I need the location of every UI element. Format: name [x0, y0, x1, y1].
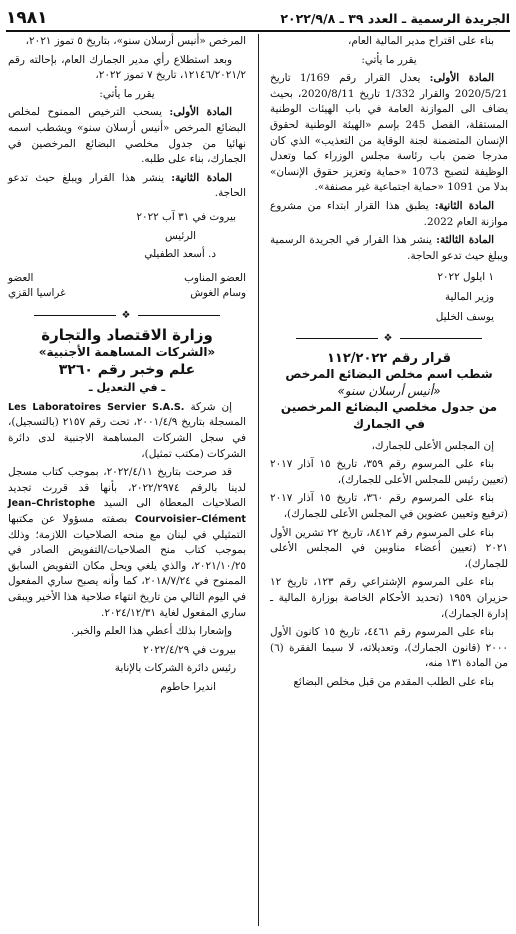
text-paragraph: بناء على اقتراح مدير المالية العام، — [348, 35, 494, 47]
body-paragraph: وإشعارا بذلك أعطي هذا العلم والخبر. — [71, 625, 232, 638]
article-label: المادة الثالثة: — [436, 234, 494, 247]
ornament-divider: ❖ — [8, 308, 246, 324]
article-text: ينشر هذا القرار في الجريدة الرسمية ويبلغ حيث تدعو الحاجة. — [270, 234, 508, 262]
considering-3: بناء على المرسوم رقم ٨٤١٢، تاريخ ٢٢ تشرين الأول ٢٠٢١ (تعيين أعضاء مناوبين في المجلس الأعلى للجمارك)، — [270, 526, 508, 570]
member-name: غراسيا القزي — [8, 287, 66, 300]
decision-phrase: يقرر ما يأتي: — [361, 53, 417, 66]
body-paragraph — [8, 400, 246, 462]
body-text: المسجلة بتاريخ ٢٠٠١/٤/٩، تحت رقم ٢١٥٧ (بالتسجيل)، في سجل الشركات المساهمة الاجنبية لدى دائرة الشركات (مكتب تمثيل)، — [8, 416, 246, 460]
article-one — [8, 105, 246, 167]
notice-number: علم وخبر رقم ٣٢٦٠ — [58, 361, 196, 378]
ministry-title: وزارة الاقتصاد والتجارة — [41, 325, 213, 344]
article-two — [270, 199, 508, 230]
considering-4: بناء على المرسوم الإشتراعي رقم ١٢٣، تاريخ ١٢ حزيران ١٩٥٩ (تحديد الأحكام الخاصة بوزارة المالية ـ إدارة الجمارك)، — [270, 576, 508, 620]
page-number: ١٩٨١ — [6, 8, 48, 28]
article-text: ينشر هذا القرار ويبلغ حيث تدعو الحاجة. — [8, 171, 246, 200]
article-label: المادة الأولى: — [429, 72, 494, 85]
signer-title: وزير المالية — [444, 290, 494, 303]
considering-5: بناء على المرسوم رقم ٤٤٦١، تاريخ ١٥ كانون الأول ٢٠٠٠ (قانون الجمارك)، وتعديلاته، لا سيما الفقرة (٦) من المادة ١٣١ منه، — [270, 626, 508, 670]
body-paragraph — [8, 465, 246, 621]
person-name: Jean–Christophe Courvoisier–Clément — [8, 498, 246, 526]
signature-date: بيروت في ٢٠٢٢/٤/٢٩ — [143, 643, 236, 656]
right-column — [270, 34, 508, 694]
considering-1: بناء على المرسوم رقم ٣٥٩، تاريخ ١٥ آذار ٢٠١٧ (تعيين رئيس للمجلس الأعلى للجمارك)، — [270, 458, 508, 486]
ornament-divider: ❖ — [270, 331, 508, 347]
decision-from: من جدول مخلصي البضائع المرخصين — [280, 400, 498, 415]
page-header — [6, 6, 510, 32]
considering-6: بناء على الطلب المقدم من قبل مخلص البضائع — [293, 675, 494, 688]
intro-text: إن المجلس الأعلى للجمارك، — [371, 439, 494, 452]
president-title: الرئيس — [164, 229, 196, 242]
considering-2: بناء على المرسوم رقم ٣٦٠، تاريخ ١٥ آذار ٢٠١٧ (ترفيع وتعيين عضوين في المجلس الأعلى للجمارك)، — [270, 492, 508, 521]
head-title: رئيس دائرة الشركات بالإنابة — [114, 662, 236, 675]
company-name: Les Laboratoires Servier S.A.S. — [8, 401, 185, 413]
decision-phrase: يقرر ما يأتي: — [99, 87, 155, 100]
members-titles — [8, 271, 246, 287]
notice-subtitle: ـ في التعديل ـ — [88, 381, 166, 395]
column-divider — [258, 34, 259, 926]
article-text: يطبق هذا القرار ابتداء من مشروع موازنة العام 2022. — [270, 199, 508, 228]
section-title: «الشركات المساهمة الأجنبية» — [38, 345, 216, 360]
head-name: انديرا حاطوم — [160, 680, 216, 693]
article-label: المادة الثانية: — [171, 171, 232, 184]
member-title: العضو — [8, 271, 34, 284]
article-text: يسحب الترخيص الممنوح لمخلص البضائع المرخص «أنيس أرسلان سنو» ويشطب اسمه نهائيا من جدول مخلصي البضائع المرخصين في الجمارك، بناء على طلبه. — [8, 106, 246, 166]
body-text: قد صرحت بتاريخ ٢٠٢٢/٤/١١، بموجب كتاب مسجل لدينا بالرقم ٢٠٢٢/٢٩٧٤، بأنها قد قررت تجديد الصلاحيات المعطاة الى السيد — [8, 466, 246, 510]
decision-number: قرار رقم ١١٢/٢٠٢٢ — [326, 350, 452, 366]
decision-name: «أنيس أرسلان سنو» — [337, 383, 441, 398]
alt-member-title: العضو المناوب — [184, 271, 246, 284]
decision-in: في الجمارك — [353, 417, 425, 432]
article-text: يعدل القرار رقم 1/169 تاريخ 2020/5/21 والقرار 1/332 تاريخ 2020/8/11، بحيث يضاف الى الموازنة العامة في باب الهيئات الوطنية المستقلة، الفصل 245 بإسم «الهيئة الوطنية لحقوق الإنسان المتضمنة لجنة الوقاية من التعذيب» الذي كان مدرجا ضمن باب رئاسة مجلس الوزراء كما وتعدل الوظيفة لتصبح 1073 «حماية وتعزيز حقوق الإنسان» بدلا من 1091 «حماية اجتماعية غير مصنفة». — [270, 72, 508, 194]
decision-title: شطب اسم مخلص البضائع المرخص — [285, 367, 493, 382]
signature-date: ١ ايلول ٢٠٢٢ — [437, 271, 494, 284]
body-text: بصفته مسؤولا عن مكتبها التمثيلي في لبنان مع منحه الصلاحيات اللازمة؛ وذلك بموجب كتاب منح الصلاحيات/التفويض الصادر في ٢٠٢١/١٠/٢٥، والذي يلغي ويحل مكان التفويض السابق الممنوح في ٢٠١٨/٧/٢٤، كما وأنه يصبح ساري المفعول في اليوم التالي من تاريخ انتهاء صلاحية هذا الأخير ويبقى ساري المفعول لغاية ٢٠٢٤/١٢/٣١. — [8, 513, 246, 619]
text-paragraph: وبعد استطلاع رأي مدير الجمارك العام، بإحالته رقم ١٢١٤٦/٢٠٢١/٢، تاريخ ٧ تموز ٢٠٢٢، — [8, 53, 246, 82]
members-names — [8, 286, 246, 302]
body-text: إن شركة — [184, 400, 232, 413]
article-three — [270, 233, 508, 264]
alt-member-name: وسام الغوش — [190, 287, 246, 300]
article-two — [8, 171, 246, 202]
gazette-title: الجريدة الرسمية ـ العدد ٣٩ ـ ٢٠٢٢/٩/٨ — [280, 10, 510, 26]
signer-name: يوسف الخليل — [435, 310, 494, 323]
president-name: د. أسعد الطفيلي — [144, 248, 216, 261]
signature-date: بيروت في ٣١ آب ٢٠٢٢ — [136, 210, 236, 223]
article-label: المادة الأولى: — [169, 106, 232, 119]
article-one — [270, 71, 508, 196]
text-paragraph: المرخص «أنيس أرسلان سنو»، بتاريخ ٥ تموز ٢٠٢١، — [25, 35, 246, 47]
left-column — [8, 34, 246, 699]
article-label: المادة الثانية: — [434, 199, 495, 212]
